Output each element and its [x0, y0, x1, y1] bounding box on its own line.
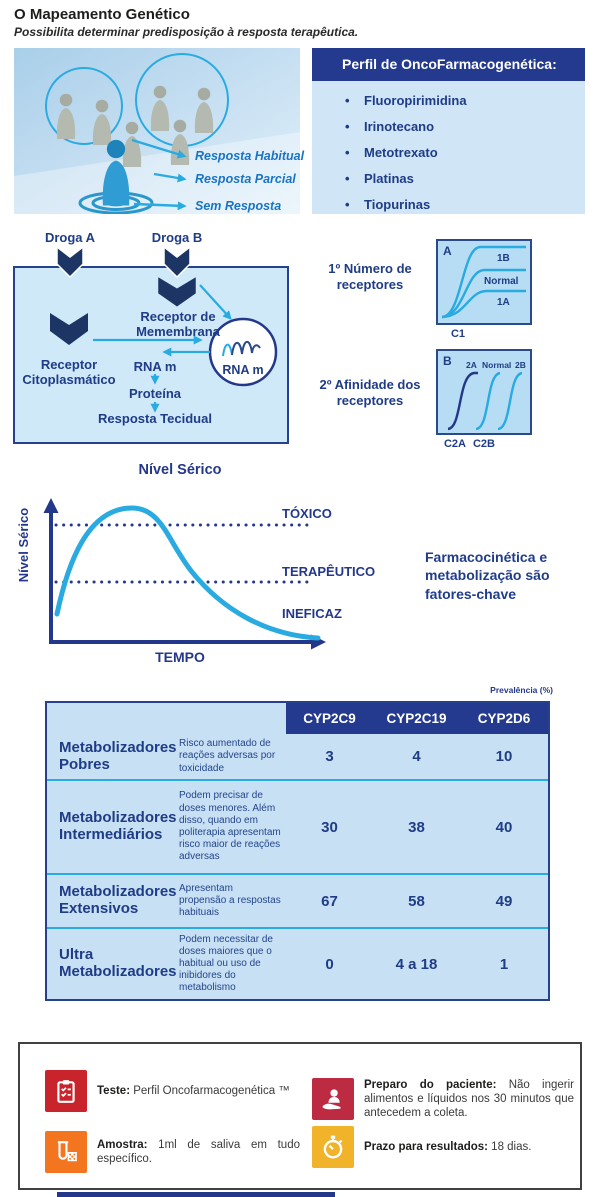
- table-row: [47, 734, 548, 779]
- patient-prep-item: [312, 1066, 574, 1132]
- profile-box: [312, 48, 585, 214]
- clipboard-icon: [45, 1070, 87, 1112]
- bullet-icon: •: [345, 145, 350, 160]
- col-header-cyp2d6: CYP2D6: [460, 703, 548, 734]
- bullet-icon: •: [345, 119, 350, 134]
- response-illustration: [14, 48, 305, 214]
- receptor-count-note: 1º Número de receptores: [328, 261, 412, 293]
- zone-label-toxico: TÓXICO: [282, 506, 332, 521]
- profile-list: [312, 88, 585, 218]
- row-description: Podem precisar de doses menores. Além disso, quando em politerapia apresentam risco maior de reações adversas: [179, 790, 281, 863]
- receptor-chart-b: [436, 349, 532, 435]
- curve-label-2b: 2B: [515, 360, 526, 370]
- patient-prep-text: [364, 1078, 574, 1121]
- deadline-value: 18 dias.: [487, 1140, 532, 1153]
- profile-item: [312, 192, 585, 218]
- curve-label-normal: Normal: [484, 276, 519, 287]
- row-label: Ultra Metabolizadores: [59, 946, 177, 980]
- table-row: [47, 927, 548, 999]
- deadline-lead: Prazo para resultados:: [364, 1140, 488, 1153]
- protein-label: Proteína: [128, 386, 181, 401]
- row-label: Metabolizadores Pobres: [59, 738, 177, 773]
- sample-item: [45, 1126, 300, 1178]
- profile-item-label: Irinotecano: [364, 119, 435, 134]
- curve-label-1b: 1B: [497, 253, 510, 264]
- test-item-lead: Teste:: [97, 1084, 131, 1097]
- chart-b-corner-label: B: [443, 354, 452, 368]
- deadline-item: [312, 1126, 574, 1168]
- cell-value: 4 a 18: [395, 955, 438, 973]
- cell-value: 3: [325, 748, 334, 765]
- profile-item: [312, 140, 585, 166]
- row-description: Risco aumentado de reações adversas por toxicidade: [179, 738, 276, 774]
- test-item-value: Perfil Oncofarmacogenética ™: [130, 1084, 290, 1097]
- stopwatch-icon: [312, 1126, 354, 1168]
- tissue-response-label: Resposta Tecidual: [98, 411, 212, 426]
- table-header-row: [47, 703, 548, 734]
- chart-b-x-label-c2b: C2B: [472, 438, 495, 450]
- zone-label-ineficaz: INEFICAZ: [282, 606, 342, 621]
- zone-label-terapeutico: TERAPÊUTICO: [282, 564, 376, 579]
- people-figures-graphic: [14, 48, 300, 214]
- patient-care-icon: [312, 1078, 354, 1120]
- patient-prep-value: Não ingerir alimentos e líquidos nos 30 minutos que antecedem a coleta.: [364, 1078, 574, 1120]
- serum-chart-title: Nível Sérico: [138, 462, 222, 478]
- deadline-text: [364, 1140, 531, 1154]
- cell-value: 0: [325, 955, 334, 973]
- cytoplasmic-receptor-label: Receptor Citoplasmático: [22, 357, 116, 388]
- profile-item-label: Metotrexato: [364, 145, 438, 160]
- serum-y-axis-label: Nível Sérico: [16, 507, 31, 583]
- col-header-cyp2c9: CYP2C9: [286, 703, 373, 734]
- prevalence-caption: Prevalência (%): [490, 685, 553, 695]
- response-label-habitual: Resposta Habitual: [195, 149, 305, 163]
- serum-curve: [57, 508, 318, 638]
- test-item-text: [97, 1084, 290, 1098]
- profile-box-title: Perfil de OncoFarmacogenética:: [312, 48, 585, 81]
- profile-item-label: Platinas: [364, 171, 414, 186]
- col-header-cyp2c19: CYP2C19: [373, 703, 460, 734]
- curve-label-1a: 1A: [497, 297, 510, 308]
- serum-x-axis-label: TEMPO: [155, 649, 205, 665]
- cell-value: 38: [408, 818, 425, 836]
- test-tube-icon: [45, 1131, 87, 1173]
- receptor-chart-a: [436, 239, 532, 325]
- curve-label-normal: Normal: [482, 360, 512, 370]
- drug-b-label: Droga B: [151, 230, 203, 245]
- cell-value: 30: [321, 818, 338, 836]
- bullet-icon: •: [345, 197, 350, 212]
- profile-item: [312, 166, 585, 192]
- test-item: [45, 1070, 300, 1112]
- membrane-receptor-label: Receptor de Memembrana: [136, 309, 220, 340]
- sample-item-text: [97, 1138, 300, 1167]
- patient-prep-lead: Preparo do paciente:: [364, 1078, 497, 1091]
- profile-item: [312, 114, 585, 140]
- sample-item-lead: Amostra:: [97, 1138, 148, 1151]
- receptor-affinity-note: 2º Afinidade dos receptores: [319, 377, 421, 409]
- response-label-parcial: Resposta Parcial: [195, 172, 296, 186]
- row-label: Metabolizadores Intermediários: [59, 809, 177, 843]
- footer-bar: [57, 1192, 335, 1197]
- cell-value: 49: [495, 892, 513, 910]
- chart-a-x-label: C1: [450, 328, 466, 340]
- curve-label-2a: 2A: [466, 360, 477, 370]
- chart-a-corner-label: A: [443, 244, 452, 258]
- cell-value: 10: [495, 748, 513, 765]
- row-label: Metabolizadores Extensivos: [59, 883, 177, 917]
- row-description: Apresentam propensão a respostas habituais: [179, 882, 281, 919]
- rna-circle-label: RNA m: [222, 363, 264, 377]
- pharmacokinetics-note: Farmacocinética e metabolização são fatores-chave: [425, 549, 550, 602]
- bullet-icon: •: [345, 93, 350, 108]
- profile-item-label: Tiopurinas: [364, 197, 431, 212]
- page-subtitle: Possibilita determinar predisposição à resposta terapêutica.: [14, 25, 359, 39]
- cell-value: 67: [321, 892, 338, 910]
- table-row: [47, 873, 548, 927]
- page-title: O Mapeamento Genético: [14, 6, 190, 23]
- prevalence-table: [45, 701, 550, 1001]
- cell-value: 40: [495, 818, 513, 836]
- group-circle-icon: [136, 54, 228, 146]
- table-row: [47, 779, 548, 873]
- row-description: Podem necessitar de doses maiores que o habitual ou uso de inibidores do metabolismo: [179, 933, 273, 994]
- profile-item-label: Fluoropirimidina: [364, 93, 467, 108]
- info-box: [18, 1042, 582, 1190]
- profile-item: [312, 88, 585, 114]
- rna-m-label: RNA m: [133, 359, 177, 374]
- bullet-icon: •: [345, 171, 350, 186]
- cell-value: 4: [412, 748, 421, 765]
- chart-b-x-label-c2a: C2A: [443, 438, 466, 450]
- cell-value: 1: [499, 955, 509, 973]
- sample-item-value: 1ml de saliva em tudo específico.: [97, 1138, 300, 1165]
- cell-value: 58: [408, 892, 425, 910]
- drug-a-label: Droga A: [44, 230, 96, 245]
- response-label-sem: Sem Resposta: [195, 199, 282, 213]
